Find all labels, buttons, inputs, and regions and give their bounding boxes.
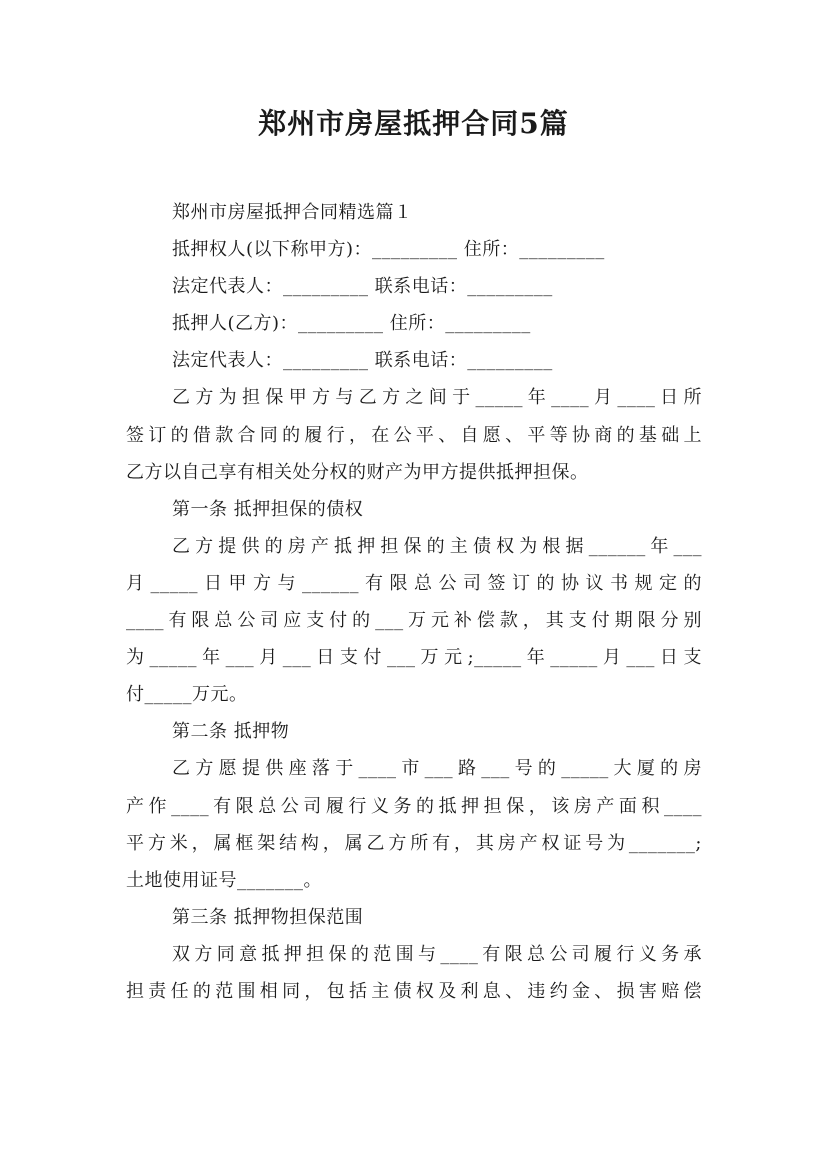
paragraph-line: 土地使用证号_______。 <box>126 869 322 891</box>
paragraph-line: 乙方愿提供座落于____市___路___号的_____大厦的房 <box>172 758 702 780</box>
paragraph-line: 平方米，属框架结构，属乙方所有，其房产权证号为_______; <box>126 832 702 854</box>
paragraph-line: ____有限总公司应支付的___万元补偿款，其支付期限分别 <box>126 610 702 632</box>
mortgagor-line: 抵押人(乙方)：_________ 住所：_________ <box>172 313 531 335</box>
paragraph-line: 月_____日甲方与______有限总公司签订的协议书规定的 <box>126 572 702 594</box>
article-heading: 第三条 抵押物担保范围 <box>172 906 364 928</box>
document-title: 郑州市房屋抵押合同5篇 <box>258 107 569 140</box>
paragraph-line: 签订的借款合同的履行，在公平、自愿、平等协商的基础上 <box>126 424 702 446</box>
mortgagor-representative-line: 法定代表人：_________ 联系电话：_________ <box>172 350 553 372</box>
paragraph-line: 担责任的范围相同，包括主债权及利息、违约金、损害赔偿 <box>126 980 702 1002</box>
paragraph-line: 产作____有限总公司履行义务的抵押担保，该房产面积____ <box>126 795 702 817</box>
mortgagee-representative-line: 法定代表人：_________ 联系电话：_________ <box>172 276 553 298</box>
paragraph-line: 为_____年___月___日支付___万元;_____年_____月___日支 <box>126 647 702 669</box>
paragraph-line: 乙方提供的房产抵押担保的主债权为根据______年___ <box>172 535 702 557</box>
paragraph-line: 付_____万元。 <box>126 684 248 706</box>
paragraph-line: 乙方为担保甲方与乙方之间于_____年____月____日所 <box>172 387 702 409</box>
document-body <box>126 194 702 1010</box>
mortgagee-line: 抵押权人(以下称甲方)：_________ 住所：_________ <box>172 239 605 261</box>
article-heading: 第一条 抵押担保的债权 <box>172 498 364 520</box>
section-heading: 郑州市房屋抵押合同精选篇１ <box>172 202 413 223</box>
paragraph-line: 双方同意抵押担保的范围与____有限总公司履行义务承 <box>172 943 702 965</box>
article-heading: 第二条 抵押物 <box>172 721 290 743</box>
paragraph-line: 乙方以自己享有相关处分权的财产为甲方提供抵押担保。 <box>126 461 589 483</box>
